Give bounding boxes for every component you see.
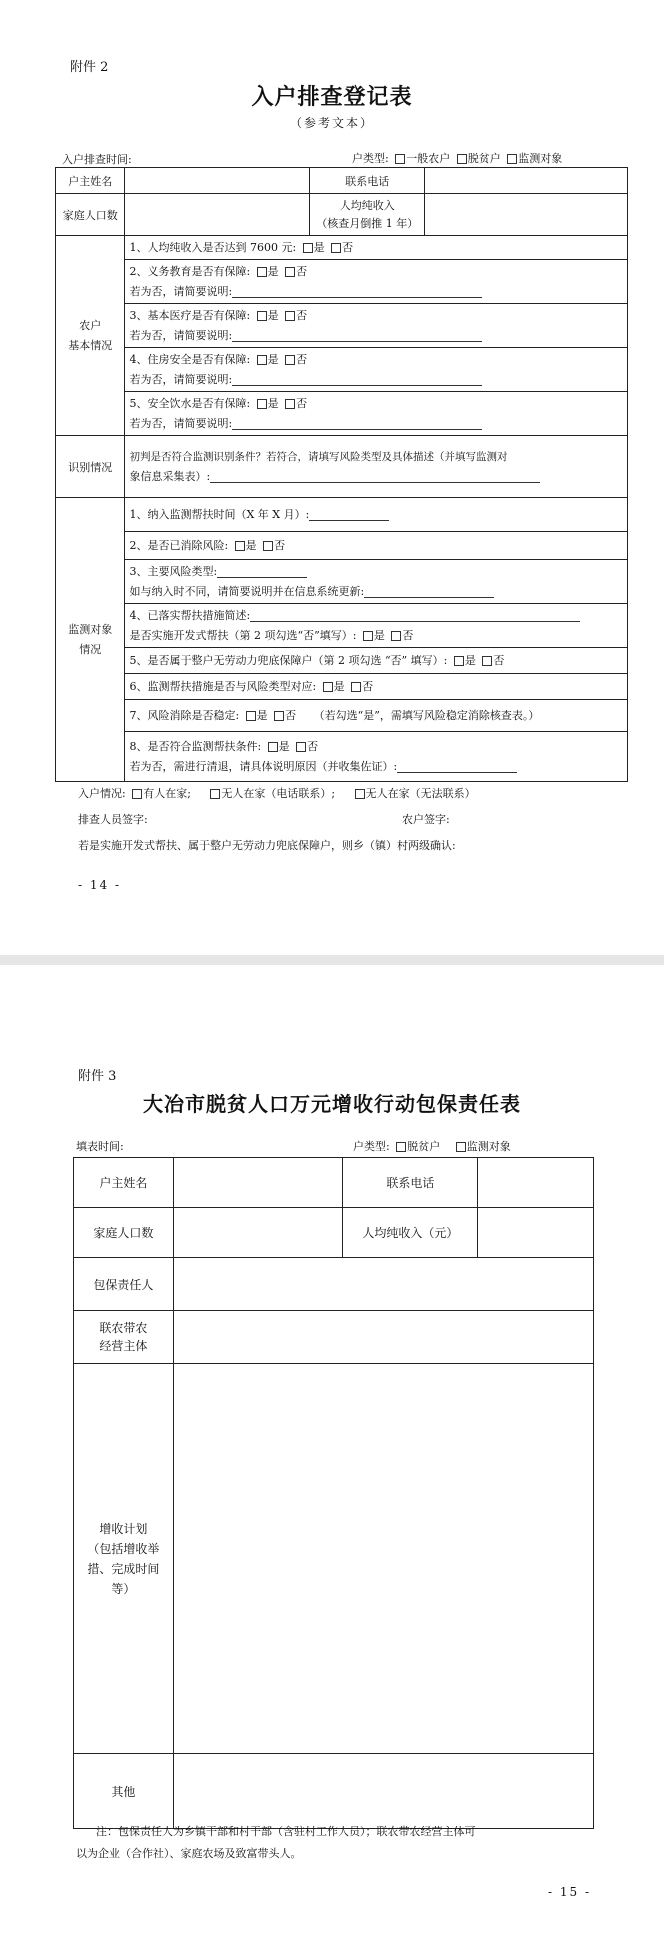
monitor-q1: 1、纳入监测帮扶时间（X 年 X 月）:	[129, 507, 310, 521]
option-poverty-relief: 脱贫户	[467, 152, 501, 165]
checkbox-no[interactable]	[285, 399, 295, 409]
inspector-signature-label: 排查人员签字:	[78, 813, 148, 826]
yes-label: 是	[464, 653, 476, 667]
confirmation-note: 若是实施开发式帮扶、属于整户无劳动力兜底保障户，则乡（镇）村两级确认:	[78, 839, 456, 852]
option-monitoring: 监测对象	[518, 152, 563, 165]
note-line-2: 以为企业（合作社）、家庭农场及致富带头人。	[76, 1847, 302, 1860]
identify-text-2: 象信息采集表）:	[129, 469, 211, 483]
monitor-q3-note: 如与纳入时不同，请简要说明并在信息系统更新:	[129, 584, 365, 598]
income-label-line1: 人均纯收入	[339, 198, 395, 212]
yes-label: 是	[278, 739, 290, 753]
monitor-item-6	[125, 674, 628, 700]
checkbox-no[interactable]	[296, 742, 306, 752]
page-14	[0, 0, 664, 950]
checkbox-no[interactable]	[331, 243, 341, 253]
monitor-item-4	[125, 604, 628, 648]
entry-option-no-contact: 无人在家（无法联系）	[365, 787, 476, 800]
income-label-line2: （核查月倒推 1 年）	[316, 216, 419, 230]
monitor-item-8	[125, 732, 628, 782]
page-title: 大冶市脱贫人口万元增收行动包保责任表	[143, 1092, 521, 1116]
explain-field[interactable]	[232, 417, 482, 430]
risk-update-field[interactable]	[364, 585, 494, 598]
checkbox-yes[interactable]	[257, 355, 267, 365]
checkbox-monitoring[interactable]	[507, 154, 517, 164]
page-number: - 14 -	[78, 878, 122, 892]
checkbox-yes[interactable]	[454, 656, 464, 666]
household-type-row	[352, 150, 562, 166]
income-field[interactable]	[478, 1208, 594, 1258]
monitor-q7-note: （若勾选“是”，需填写风险稳定消除核查表。）	[313, 708, 540, 722]
checkbox-phone[interactable]	[210, 789, 220, 799]
monitor-item-2	[125, 532, 628, 560]
basic-q3: 3、基本医疗是否有保障:	[129, 308, 251, 322]
explain-label: 若为否，请简要说明:	[129, 328, 233, 342]
checkbox-yes[interactable]	[246, 711, 256, 721]
checkbox-yes[interactable]	[235, 541, 245, 551]
yes-label: 是	[313, 240, 325, 254]
survey-time-label: 入户排查时间:	[62, 153, 132, 166]
phone-label: 联系电话	[310, 168, 425, 194]
business-entity-field[interactable]	[173, 1311, 593, 1364]
checkbox-poverty-relief[interactable]	[396, 1142, 406, 1152]
monitor-q6: 6、监测帮扶措施是否与风险类型对应:	[129, 679, 317, 693]
income-plan-label: 增收计划 （包括增收举 措、完成时间 等）	[74, 1364, 174, 1754]
checkbox-no-contact[interactable]	[355, 789, 365, 799]
identify-field[interactable]	[210, 470, 540, 483]
checkbox-yes[interactable]	[257, 311, 267, 321]
no-label: 否	[274, 538, 286, 552]
checkbox-poverty-relief[interactable]	[457, 154, 467, 164]
explain-field[interactable]	[232, 329, 482, 342]
checkbox-no[interactable]	[285, 267, 295, 277]
family-count-field[interactable]	[173, 1208, 343, 1258]
checkbox-monitoring[interactable]	[456, 1142, 466, 1152]
phone-label: 联系电话	[343, 1158, 478, 1208]
income-field[interactable]	[425, 194, 628, 236]
monitor-q4: 4、已落实帮扶措施简述:	[129, 608, 251, 622]
yes-label: 是	[267, 264, 279, 278]
option-monitoring: 监测对象	[466, 1140, 511, 1153]
checkbox-yes[interactable]	[363, 631, 373, 641]
other-field[interactable]	[173, 1754, 593, 1829]
checkbox-no[interactable]	[263, 541, 273, 551]
household-type-label: 户类型:	[352, 152, 389, 165]
no-label: 否	[362, 679, 374, 693]
section-monitor-label: 监测对象 情况	[56, 498, 125, 782]
explain-label: 若为否，请简要说明:	[129, 372, 233, 386]
checkbox-yes[interactable]	[257, 267, 267, 277]
family-count-label: 家庭人口数	[56, 194, 125, 236]
checkbox-no[interactable]	[351, 682, 361, 692]
note-line-1: 注：包保责任人为乡镇干部和村干部（含驻村工作人员）；联农带农经营主体可	[96, 1825, 476, 1838]
monitor-item-3	[125, 560, 628, 604]
entry-option-at-home: 有人在家;	[143, 787, 191, 800]
monitor-q5: 5、是否属于整户无劳动力兜底保障户（第 2 项勾选 “否” 填写）:	[129, 653, 448, 667]
basic-item-5	[125, 392, 628, 436]
phone-field[interactable]	[425, 168, 628, 194]
household-type-label: 户类型:	[353, 1140, 390, 1153]
basic-q4: 4、住房安全是否有保障:	[129, 352, 251, 366]
checkbox-yes[interactable]	[257, 399, 267, 409]
section-basic-label: 农户 基本情况	[56, 236, 125, 436]
no-label: 否	[296, 352, 308, 366]
phone-field[interactable]	[478, 1158, 594, 1208]
no-label: 否	[493, 653, 505, 667]
monitor-item-1	[125, 498, 628, 532]
other-label: 其他	[74, 1754, 174, 1829]
explain-field[interactable]	[232, 285, 482, 298]
monitor-q8-note: 若为否，需进行清退，请具体说明原因（并收集佐证）:	[129, 759, 398, 773]
no-label: 否	[285, 708, 297, 722]
head-name-label: 户主姓名	[74, 1158, 174, 1208]
fill-time-label: 填表时间:	[76, 1140, 124, 1153]
identify-text-1: 初判是否符合监测识别条件？若符合，请填写风险类型及具体描述（并填写监测对	[129, 450, 508, 463]
basic-item-4	[125, 348, 628, 392]
farmer-signature-label: 农户签字:	[402, 813, 450, 826]
responsible-person-field[interactable]	[173, 1258, 593, 1311]
monitor-q4-note: 是否实施开发式帮扶（第 2 项勾选“否”填写）:	[129, 628, 357, 642]
monitor-q3: 3、主要风险类型:	[129, 564, 218, 578]
checkbox-no[interactable]	[391, 631, 401, 641]
basic-item-3	[125, 304, 628, 348]
basic-item-2	[125, 260, 628, 304]
yes-label: 是	[267, 308, 279, 322]
monitor-time-field[interactable]	[309, 508, 389, 521]
basic-item-1	[125, 236, 628, 260]
no-label: 否	[342, 240, 354, 254]
yes-label: 是	[267, 352, 279, 366]
option-poverty-relief: 脱贫户	[407, 1140, 441, 1153]
yes-label: 是	[333, 679, 345, 693]
identify-cell	[125, 436, 628, 498]
checkbox-general[interactable]	[395, 154, 405, 164]
entry-situation-row	[78, 785, 476, 801]
exit-reason-field[interactable]	[397, 760, 517, 773]
page-15	[0, 965, 664, 1945]
head-name-field[interactable]	[173, 1158, 343, 1208]
explain-field[interactable]	[232, 373, 482, 386]
business-entity-label: 联农带农 经营主体	[74, 1311, 174, 1364]
income-label: 人均纯收入（元）	[343, 1208, 478, 1258]
checkbox-no[interactable]	[274, 711, 284, 721]
section-identify-label: 识别情况	[56, 436, 125, 498]
family-count-label: 家庭人口数	[74, 1208, 174, 1258]
yes-label: 是	[245, 538, 257, 552]
yes-label: 是	[256, 708, 268, 722]
basic-q1: 1、人均纯收入是否达到 7600 元:	[129, 240, 297, 254]
income-label	[310, 194, 425, 236]
responsible-person-label: 包保责任人	[74, 1258, 174, 1311]
checkbox-yes[interactable]	[268, 742, 278, 752]
monitor-item-7	[125, 700, 628, 732]
monitor-q2: 2、是否已消除风险:	[129, 538, 229, 552]
page-subtitle: （参考文本）	[289, 116, 374, 130]
monitor-q8: 8、是否符合监测帮扶条件:	[129, 739, 262, 753]
option-general: 一般农户	[406, 152, 451, 165]
yes-label: 是	[373, 628, 385, 642]
basic-q5: 5、安全饮水是否有保障:	[129, 396, 251, 410]
head-name-field[interactable]	[125, 168, 310, 194]
income-plan-field[interactable]	[173, 1364, 593, 1754]
head-name-label: 户主姓名	[56, 168, 125, 194]
no-label: 否	[296, 396, 308, 410]
monitor-q7: 7、风险消除是否稳定:	[129, 708, 240, 722]
checkbox-no[interactable]	[285, 311, 295, 321]
entry-label: 入户情况:	[78, 787, 126, 800]
yes-label: 是	[267, 396, 279, 410]
explain-label: 若为否，请简要说明:	[129, 416, 233, 430]
household-type-row	[353, 1138, 511, 1154]
no-label: 否	[296, 264, 308, 278]
checkbox-no[interactable]	[285, 355, 295, 365]
monitor-item-5	[125, 648, 628, 674]
registration-table	[55, 167, 628, 782]
attachment-label: 附件 3	[78, 1069, 117, 1084]
checkbox-yes[interactable]	[323, 682, 333, 692]
checkbox-no[interactable]	[482, 656, 492, 666]
no-label: 否	[402, 628, 414, 642]
page-title: 入户排查登记表	[251, 85, 413, 110]
attachment-label: 附件 2	[70, 60, 109, 75]
explain-label: 若为否，请简要说明:	[129, 284, 233, 298]
basic-q2: 2、义务教育是否有保障:	[129, 264, 251, 278]
family-count-field[interactable]	[125, 194, 310, 236]
no-label: 否	[296, 308, 308, 322]
measures-field[interactable]	[250, 609, 580, 622]
entry-option-phone: 无人在家（电话联系）;	[221, 787, 336, 800]
no-label: 否	[307, 739, 319, 753]
checkbox-yes[interactable]	[303, 243, 313, 253]
checkbox-at-home[interactable]	[132, 789, 142, 799]
page-number: - 15 -	[548, 1885, 592, 1899]
responsibility-table	[73, 1157, 594, 1829]
page-separator	[0, 955, 664, 965]
risk-type-field[interactable]	[217, 565, 307, 578]
